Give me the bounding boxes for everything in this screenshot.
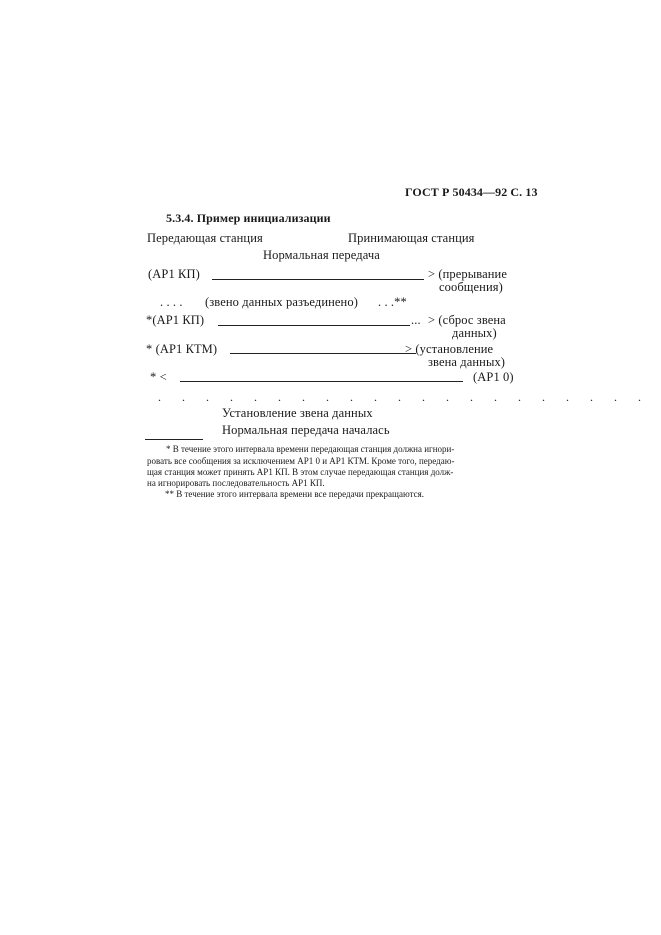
row5-arrow-line	[180, 381, 463, 382]
row5-arrow-head: * <	[150, 370, 167, 384]
row3-response: > (сброс звена	[428, 313, 506, 327]
footnote-1-line-1: * В течение этого интервала времени передающая станция должна игнори-	[166, 444, 455, 454]
row2-dots-left: . . . .	[160, 295, 183, 309]
footnote-1-line-3: щая станция может принять АР1 КП. В этом случае передающая станция долж-	[147, 467, 454, 477]
row3-frame-label: *(АР1 КП)	[146, 313, 205, 327]
row3-arrow-line	[218, 325, 410, 326]
section-heading: 5.3.4. Пример инициализации	[166, 211, 331, 225]
row3-dots: ...	[411, 313, 421, 327]
link-established-label: Установление звена данных	[222, 406, 373, 420]
normal-transfer-started-label: Нормальная передача началась	[222, 423, 390, 437]
row2-dots-right: . . .**	[378, 295, 407, 309]
row1-arrow-line	[212, 279, 424, 280]
row1-frame-label: (АР1 КП)	[148, 267, 200, 281]
row1-response-cont: сообщения)	[439, 280, 503, 294]
row2-text: (звено данных разъединено)	[205, 295, 358, 309]
normal-transfer-label: Нормальная передача	[263, 248, 380, 262]
footnote-1-line-2: ровать все сообщения за исключением АР1 0 и АР1 КТМ. Кроме того, передаю-	[147, 456, 455, 466]
footnote-2: ** В течение этого интервала времени все передачи прекращаются.	[165, 489, 424, 499]
receiver-column-header: Принимающая станция	[348, 231, 475, 245]
dotted-separator: . . . . . . . . . . . . . . . . . . . . .	[158, 390, 650, 404]
row1-response: > (прерывание	[428, 267, 507, 281]
footnote-rule	[145, 439, 203, 440]
row4-response: > (установление	[405, 342, 494, 356]
row4-frame-label: * (АР1 КТМ)	[146, 342, 218, 356]
footnote-1-line-4: на игнорировать последовательность АР1 КП.	[147, 478, 325, 488]
row3-response-cont: данных)	[452, 326, 497, 340]
row4-response-cont: звена данных)	[428, 355, 506, 369]
sender-column-header: Передающая станция	[147, 231, 263, 245]
row4-arrow-line	[230, 353, 416, 354]
row5-frame-label: (АР1 0)	[473, 370, 514, 384]
running-head: ГОСТ Р 50434—92 С. 13	[405, 185, 538, 199]
